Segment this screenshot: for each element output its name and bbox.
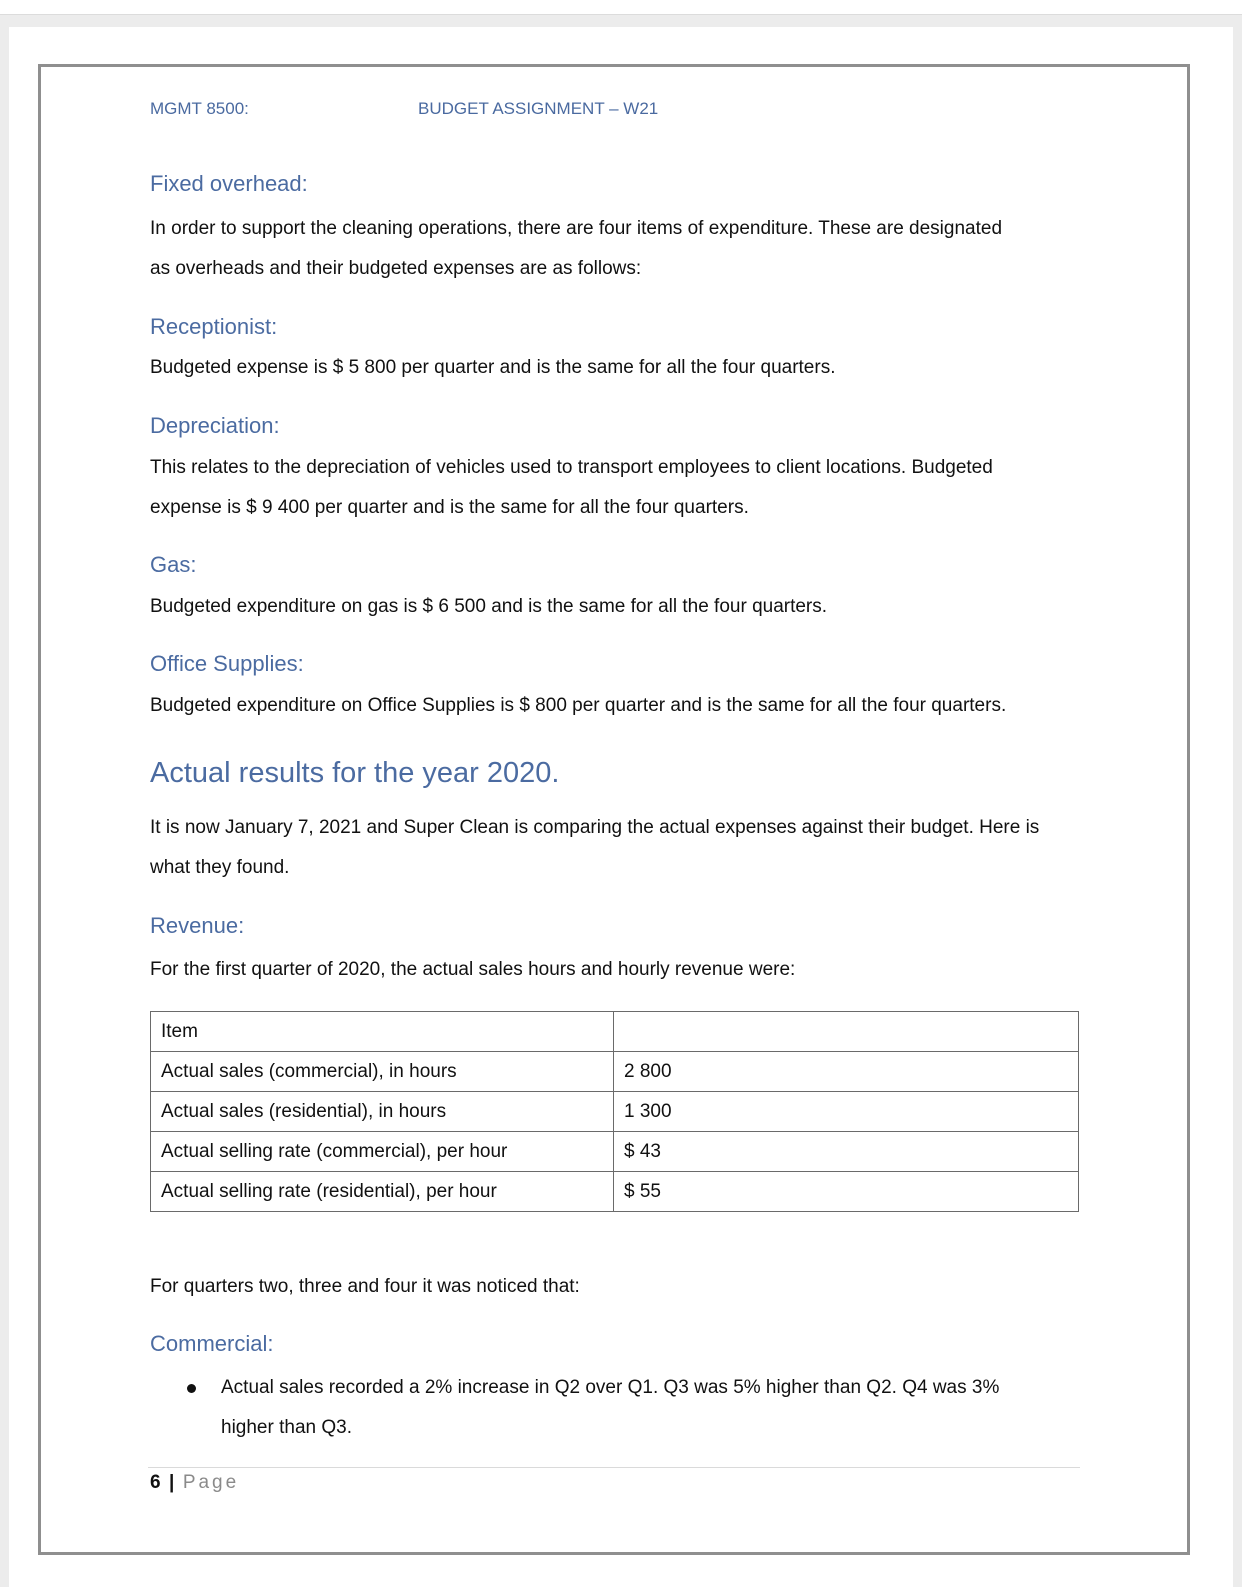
table-cell-item: Actual selling rate (commercial), per hour (151, 1132, 614, 1172)
table-row (151, 1052, 1079, 1092)
actual-results-line1: It is now January 7, 2021 and Super Clean is comparing the actual expenses against their budget. Here is (150, 817, 1040, 838)
table-cell-value: 1 300 (614, 1092, 1079, 1132)
depreciation-line2: expense is $ 9 400 per quarter and is the same for all the four quarters. (150, 497, 749, 518)
revenue-table (150, 1011, 1079, 1212)
receptionist-heading: Receptionist: (150, 314, 278, 339)
table-header-cell (614, 1012, 1079, 1052)
footer-separator: | (169, 1472, 175, 1493)
gas-text: Budgeted expenditure on gas is $ 6 500 and is the same for all the four quarters. (150, 596, 828, 617)
page-number: 6 (150, 1472, 161, 1493)
depreciation-line1: This relates to the depreciation of vehicles used to transport employees to client locations. Budgeted (150, 457, 993, 478)
table-row (151, 1132, 1079, 1172)
table-header-row (151, 1012, 1079, 1052)
page-footer (150, 1472, 239, 1494)
table-cell-value: $ 43 (614, 1132, 1079, 1172)
header-assignment: BUDGET ASSIGNMENT – W21 (418, 99, 659, 118)
office-supplies-text: Budgeted expenditure on Office Supplies is $ 800 per quarter and is the same for all the four quarters. (150, 695, 1007, 716)
office-supplies-heading: Office Supplies: (150, 651, 304, 676)
table-cell-item: Actual sales (commercial), in hours (151, 1052, 614, 1092)
receptionist-text: Budgeted expense is $ 5 800 per quarter and is the same for all the four quarters. (150, 357, 836, 378)
depreciation-heading: Depreciation: (150, 413, 280, 438)
commercial-bullet-line2: higher than Q3. (221, 1417, 352, 1438)
fixed-overhead-intro-line2: as overheads and their budgeted expenses are as follows: (150, 258, 642, 279)
gas-heading: Gas: (150, 552, 197, 577)
fixed-overhead-heading: Fixed overhead: (150, 171, 308, 196)
revenue-text: For the first quarter of 2020, the actual sales hours and hourly revenue were: (150, 959, 796, 980)
table-cell-item: Actual selling rate (residential), per hour (151, 1172, 614, 1212)
actual-results-line2: what they found. (150, 857, 290, 878)
table-cell-value: 2 800 (614, 1052, 1079, 1092)
table-row (151, 1172, 1079, 1212)
fixed-overhead-intro-line1: In order to support the cleaning operations, there are four items of expenditure. These are designated (150, 218, 1003, 239)
header-course: MGMT 8500: (150, 99, 249, 118)
table-cell-item: Actual sales (residential), in hours (151, 1092, 614, 1132)
document-page (9, 27, 1233, 1587)
viewer-top-strip (0, 0, 1242, 15)
actual-results-heading: Actual results for the year 2020. (150, 757, 560, 789)
bullet-icon (187, 1384, 196, 1393)
page-label: Page (182, 1472, 240, 1493)
table-cell-value: $ 55 (614, 1172, 1079, 1212)
table-row (151, 1092, 1079, 1132)
table-header-cell: Item (151, 1012, 614, 1052)
quarters-note: For quarters two, three and four it was noticed that: (150, 1276, 580, 1297)
revenue-heading: Revenue: (150, 913, 245, 938)
commercial-bullet-line1: Actual sales recorded a 2% increase in Q2 over Q1. Q3 was 5% higher than Q2. Q4 was 3% (221, 1377, 1000, 1398)
commercial-heading: Commercial: (150, 1331, 274, 1356)
footer-divider (148, 1467, 1080, 1468)
